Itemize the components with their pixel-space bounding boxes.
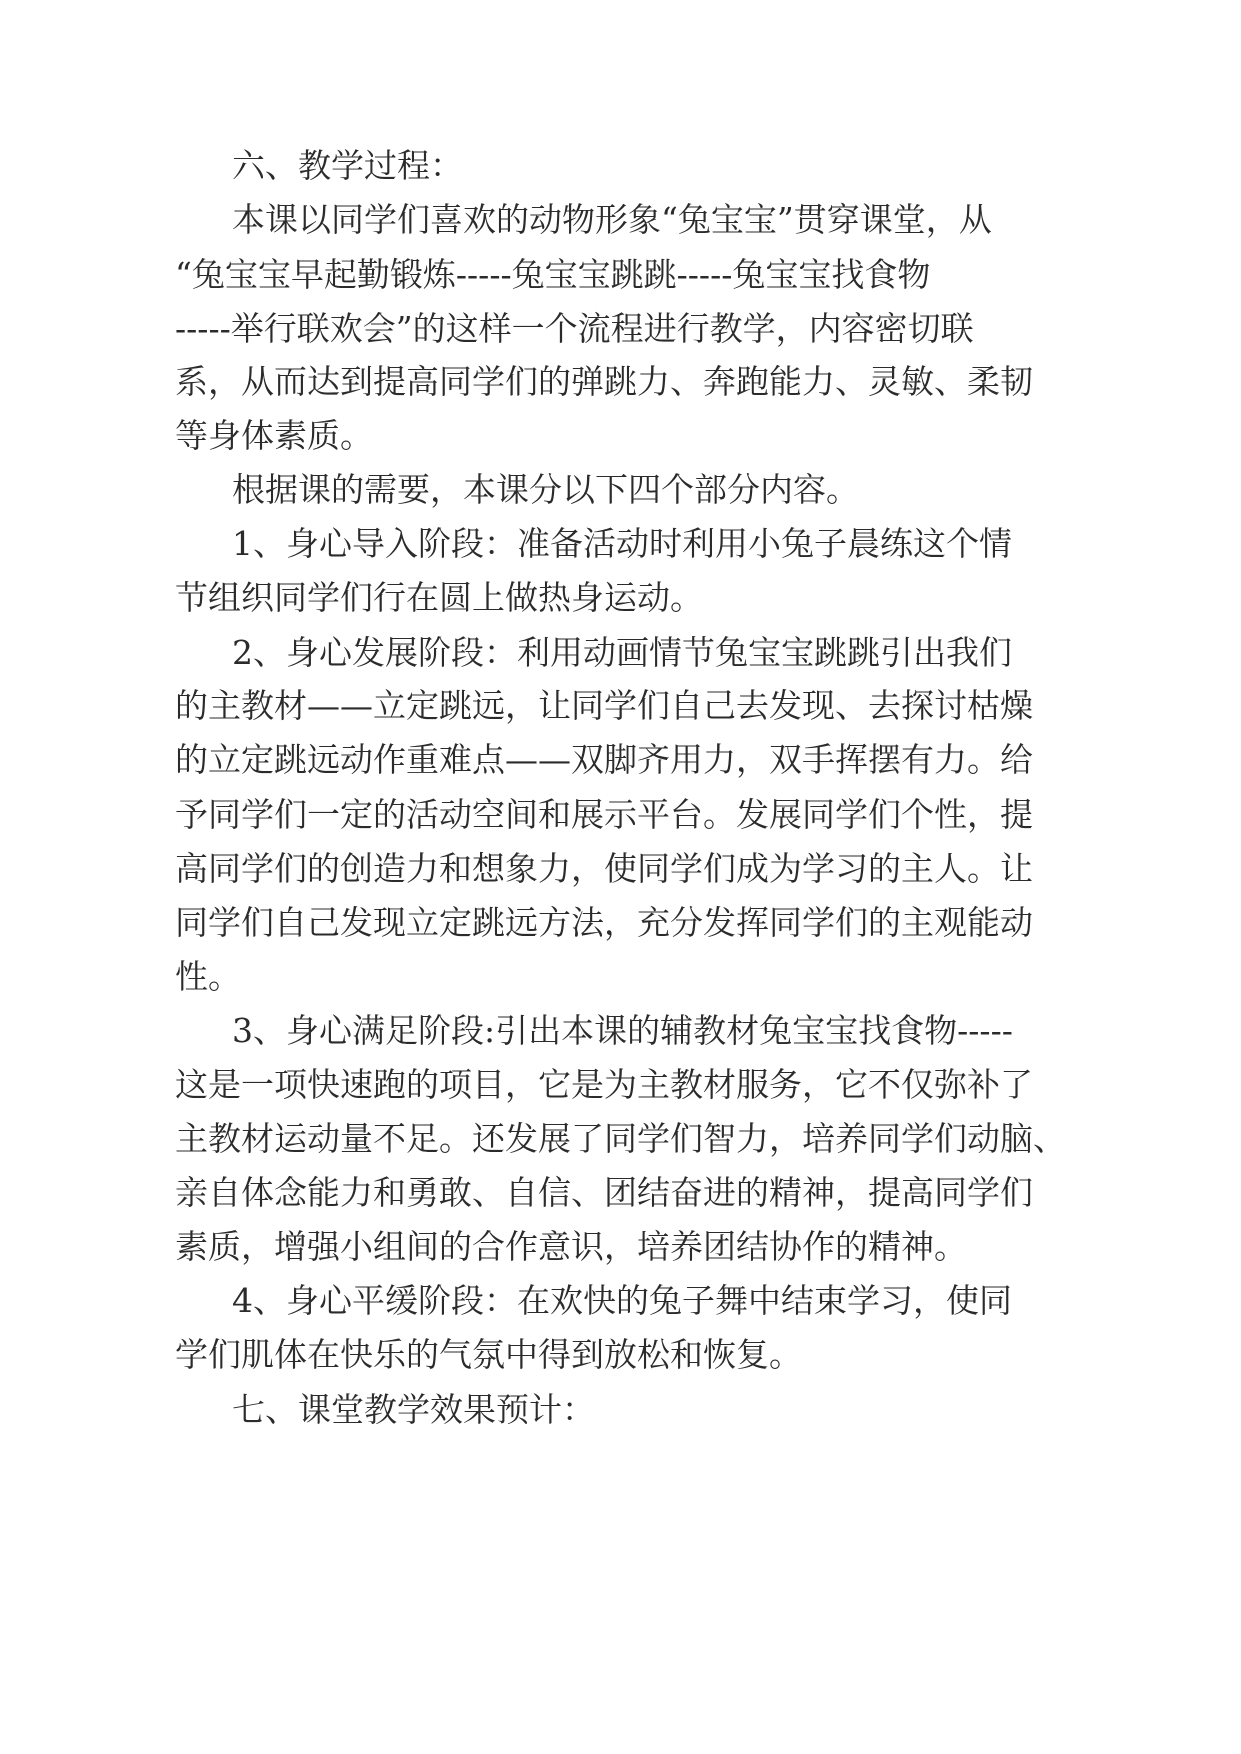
paragraph-line: 主教材运动量不足。还发展了同学们智力，培养同学们动脑、 <box>175 1119 1066 1158</box>
paragraph-line: 同学们自己发现立定跳远方法，充分发挥同学们的主观能动 <box>175 903 1033 942</box>
heading-teaching-process: 六、教学过程： <box>232 146 463 185</box>
paragraph-line: 等身体素质。 <box>175 416 373 455</box>
paragraph-line: 1、身心导入阶段：准备活动时利用小兔子晨练这个情 <box>232 524 1012 563</box>
paragraph-line: 节组织同学们行在圆上做热身运动。 <box>175 578 703 617</box>
paragraph-line: 本课以同学们喜欢的动物形象“兔宝宝”贯穿课堂，从 <box>232 200 992 239</box>
paragraph-line: 系，从而达到提高同学们的弹跳力、奔跑能力、灵敏、柔韧 <box>175 362 1033 401</box>
paragraph-line: 高同学们的创造力和想象力，使同学们成为学习的主人。让 <box>175 849 1033 888</box>
paragraph-line: 素质，增强小组间的合作意识，培养团结协作的精神。 <box>175 1227 967 1266</box>
paragraph-line: 根据课的需要，本课分以下四个部分内容。 <box>232 470 859 509</box>
paragraph-line: -----举行联欢会”的这样一个流程进行教学，内容密切联 <box>175 309 974 348</box>
paragraph-line: 的立定跳远动作重难点——双脚齐用力，双手挥摆有力。给 <box>175 740 1033 779</box>
paragraph-line: “兔宝宝早起勤锻炼-----兔宝宝跳跳-----兔宝宝找食物 <box>175 255 931 294</box>
paragraph-line: 予同学们一定的活动空间和展示平台。发展同学们个性，提 <box>175 795 1033 834</box>
paragraph-line: 的主教材——立定跳远，让同学们自己去发现、去探讨枯燥 <box>175 686 1033 725</box>
paragraph-line: 4、身心平缓阶段：在欢快的兔子舞中结束学习，使同 <box>232 1281 1012 1320</box>
paragraph-line: 亲自体念能力和勇敢、自信、团结奋进的精神，提高同学们 <box>175 1173 1033 1212</box>
paragraph-line: 2、身心发展阶段：利用动画情节兔宝宝跳跳引出我们 <box>232 633 1012 672</box>
paragraph-line: 这是一项快速跑的项目，它是为主教材服务，它不仅弥补了 <box>175 1065 1033 1104</box>
paragraph-line: 3、身心满足阶段:引出本课的辅教材兔宝宝找食物----- <box>232 1011 1013 1050</box>
paragraph-line: 性。 <box>175 957 241 996</box>
paragraph-line: 学们肌体在快乐的气氛中得到放松和恢复。 <box>175 1335 802 1374</box>
heading-effect-estimate: 七、课堂教学效果预计： <box>232 1390 595 1429</box>
